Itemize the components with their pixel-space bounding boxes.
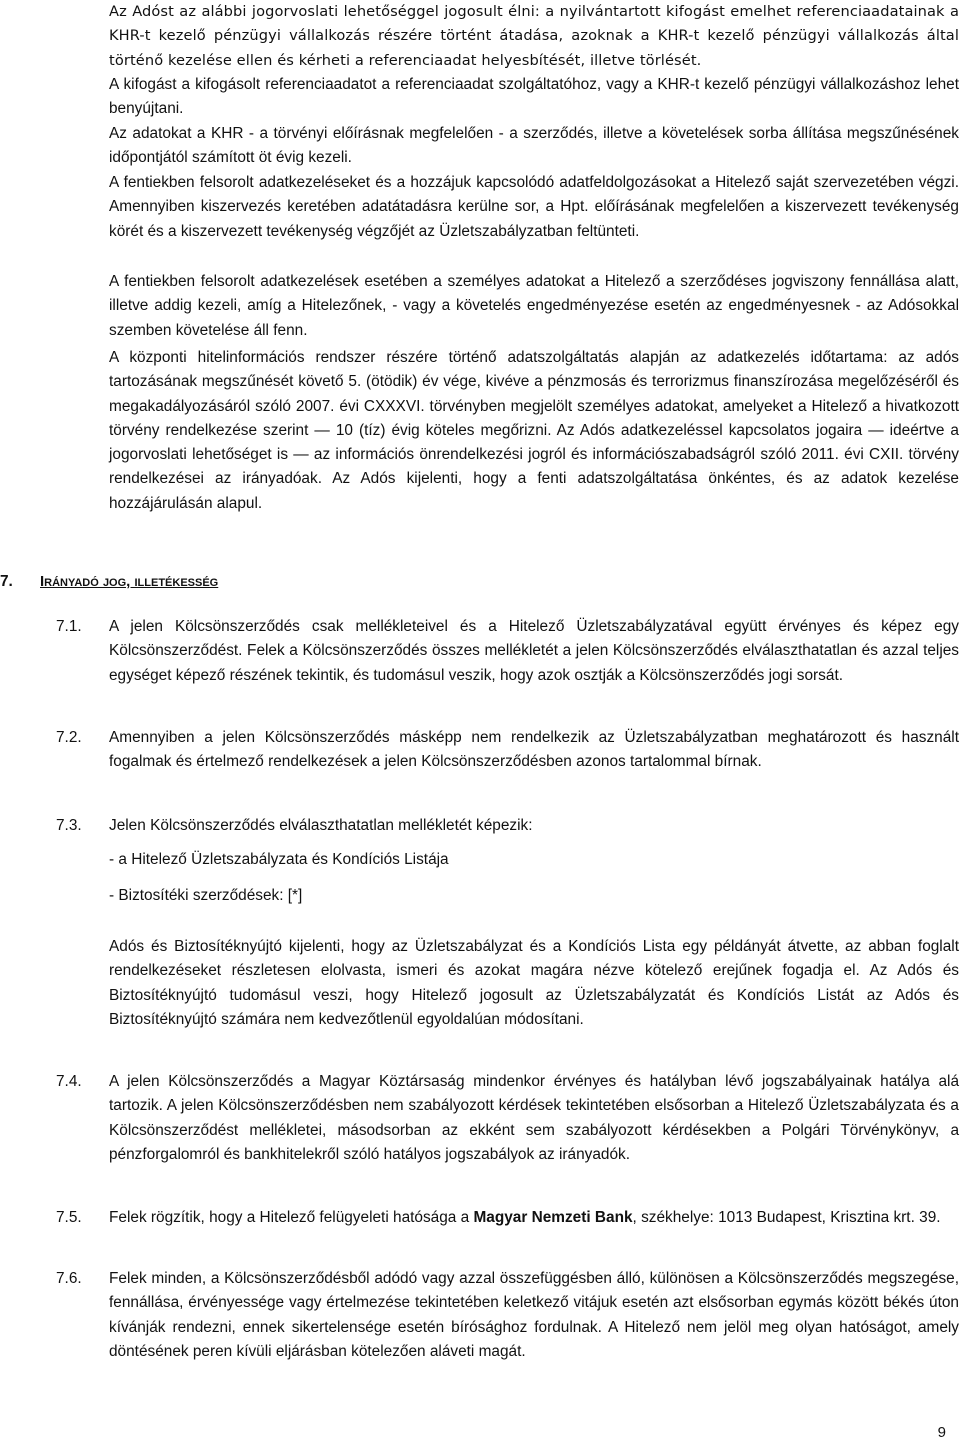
item-7-2: Amennyiben a jelen Kölcsönszerződés másképp nem rendelkezik az Üzletszabályzatban meghatározott és használt fogalmak és értelmező rendelkezések a jelen Kölcsönszerződésben azonos tartalommal bírnak. xyxy=(109,729,959,771)
item-number-7-3: 7.3. xyxy=(56,817,82,834)
item-7-3: Jelen Kölcsönszerződés elválaszthatatlan mellékletét képezik: xyxy=(109,817,533,834)
section-number: 7. xyxy=(0,573,13,590)
paragraph-personal-data-period: A fentiekben felsorolt adatkezelések esetében a személyes adatokat a Hitelező a szerződéses jogviszony fennállása alatt, illetve addig kezeli, amíg a Hitelezőnek, - vagy a követelés engedményezése esetén az engedményesnek - az Adósokkal szemben követelése áll fenn. xyxy=(109,273,959,339)
paragraph-objection-rights: Az Adóst az alábbi jogorvoslati lehetőséggel jogosult élni: a nyilvántartott kifogást emelhet referenciaadatainak a KHR-t kezelő pénzügyi vállalkozás részére történt átadása, azoknak a KHR-t kezelő pénzügyi vállalkozás által történő kezelése ellen és kérheti a referenciaadat helyesbítését, illetve törlését. xyxy=(109,3,959,69)
item-7-1: A jelen Kölcsönszerződés csak mellékleteivel és a Hitelező Üzletszabályzatával együtt érvényes és képez egy Kölcsönszerződést. Felek a Kölcsönszerződés összes mellékletét a jelen Kölcsönszerződés elválaszthatatlan és azzal teljes egységet képező részének tekintik, és tudomásul veszik, hogy azok osztják a Kölcsönszerződés jogi sorsát. xyxy=(109,618,959,684)
paragraph-central-credit-info: A központi hitelinformációs rendszer részére történő adatszolgáltatás alapján az adatkezelés időtartama: az adós tartozásának megszűnését követő 5. (ötödik) év vége, kivéve a pénzmosás és terrorizmus finanszírozása megelőzéséről és megakadályozásáról szóló 2007. évi CXXXVI. törvényben megjelölt személyes adatokat, amelyeket a Hitelező a hivatkozott törvény rendelkezése szerint — 10 (tíz) évig köteles megőrizni. Az Adós adatkezeléssel kapcsolatos jogaira — ideértve a jogorvoslati lehetőséget is — az információs önrendelkezési jogról és információszabadságról szóló 2011. évi CXII. törvény rendelkezései az irányadóak. Az Adós kijelenti, hogy a fenti adatszolgáltatása önkéntes, és az adatok kezelése hozzájárulásán alapul. xyxy=(109,349,959,512)
item-number-7-4: 7.4. xyxy=(56,1073,82,1090)
item-number-7-2: 7.2. xyxy=(56,729,82,746)
item-7-5-text-start: Felek rögzítik, hogy a Hitelező felügyeleti hatósága a xyxy=(109,1209,474,1226)
page-number: 9 xyxy=(937,1424,946,1441)
item-number-7-1: 7.1. xyxy=(56,618,82,635)
supervisory-authority-name: Magyar Nemzeti Bank xyxy=(473,1209,633,1226)
item-number-7-5: 7.5. xyxy=(56,1209,82,1226)
section-title: Irányadó jog, illetékesség xyxy=(40,573,219,590)
item-7-3-annex-terms: - a Hitelező Üzletszabályzata és Kondíciós Listája xyxy=(109,851,449,868)
item-7-5 xyxy=(109,1206,959,1230)
item-number-7-6: 7.6. xyxy=(56,1270,82,1287)
item-7-6: Felek minden, a Kölcsönszerződésből adódó vagy azzal összefüggésben álló, különösen a Kölcsönszerződés megszegése, fennállása, érvényessége vagy értelmezése tekintetében keletkező vitájuk esetén azt elsősorban egymás között békés úton kívánják rendezni, ennek sikertelensége esetén bírósághoz fordulnak. A Hitelező nem jelöl meg olyan hatóságot, amely döntésének peren kívüli eljárásban kötelezően aláveti magát. xyxy=(109,1270,959,1360)
item-7-3-declaration: Adós és Biztosítéknyújtó kijelenti, hogy az Üzletszabályzat és a Kondíciós Lista egy példányát átvette, az abban foglalt rendelkezéseket részletesen elolvasta, ismeri és azokat magára nézve kötelező erejűnek fogadja el. Az Adós és Biztosítéknyújtó tudomásul veszi, hogy Hitelező jogosult az Üzletszabályzatát és Kondíciós Listát az Adós és Biztosítéknyújtó számára nem kedvezőtlenül egyoldalúan módosítani. xyxy=(109,938,959,1028)
paragraph-outsourcing: A fentiekben felsorolt adatkezeléseket és a hozzájuk kapcsolódó adatfeldolgozásokat a Hitelező saját szervezetében végzi. Amennyiben kiszervezés keretében adatátadásra kerülne sor, a Hpt. előírásának megfelelően a kiszervezett tevékenység körét és a kiszervezett tevékenység végzőjét az Üzletszabályzatban feltünteti. xyxy=(109,174,959,240)
paragraph-khr-retention: Az adatokat a KHR - a törvényi előírásnak megfelelően - a szerződés, illetve a követelések sorba állítása megszűnésének időpontjától számított öt évig kezeli. xyxy=(109,125,959,167)
item-7-4: A jelen Kölcsönszerződés a Magyar Köztársaság mindenkor érvényes és hatályban lévő jogszabályainak hatálya alá tartozik. A jelen Kölcsönszerződésben nem szabályozott kérdések tekintetében elsősorban a Hitelező Üzletszabályzata és a Kölcsönszerződést mellékletei, másodsorban az ekként sem szabályozott kérdésekben a Polgári Törvénykönyv, a pénzforgalomról és bankhitelekről szóló hatályos jogszabályok az irányadók. xyxy=(109,1073,959,1163)
item-7-3-annex-security: - Biztosítéki szerződések: [*] xyxy=(109,887,303,904)
paragraph-objection-submission: A kifogást a kifogásolt referenciaadatot a referenciaadat szolgáltatóhoz, vagy a KHR-t kezelő pénzügyi vállalkozáshoz lehet benyújtani. xyxy=(109,76,959,118)
item-7-5-text-end: , székhelye: 1013 Budapest, Krisztina krt. 39. xyxy=(632,1209,941,1226)
section-heading xyxy=(0,571,218,593)
